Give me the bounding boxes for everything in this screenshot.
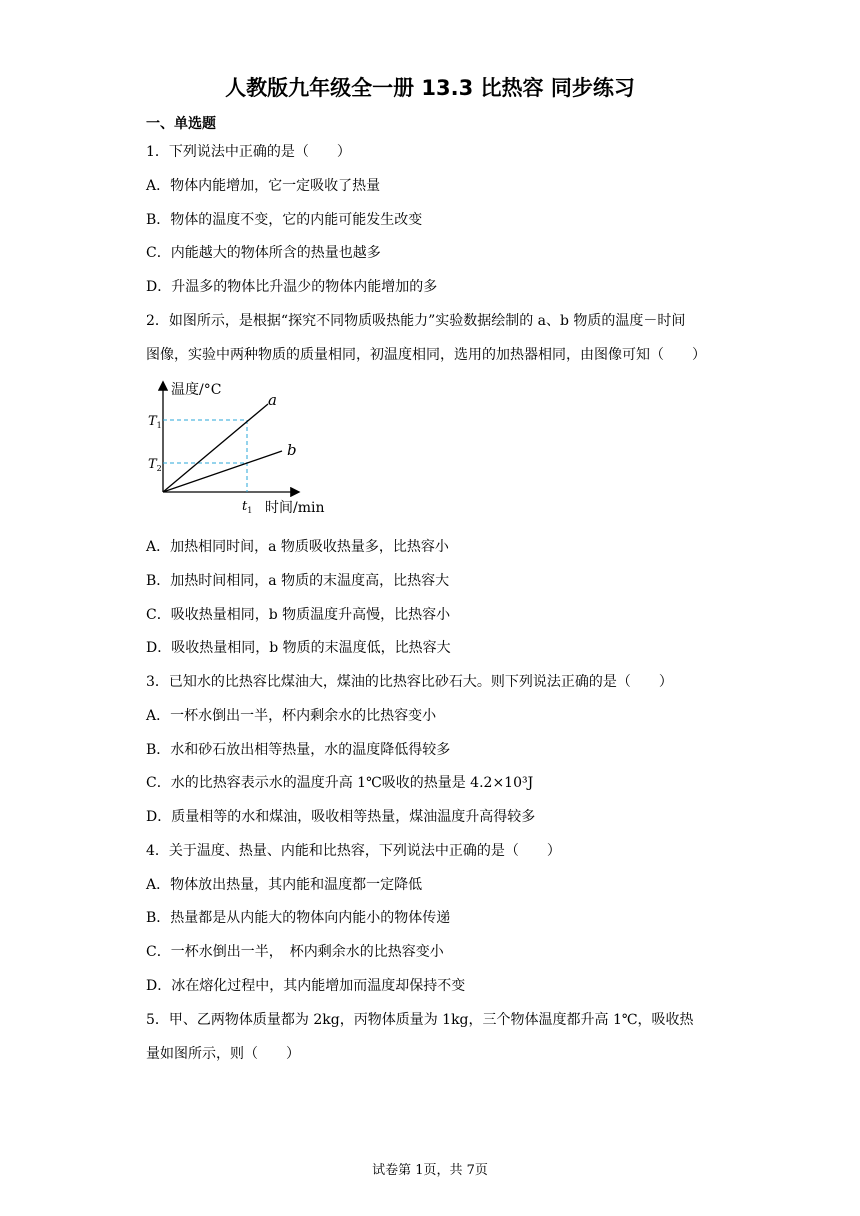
question-4-option-a: A．物体放出热量，其内能和温度都一定降低 — [146, 877, 423, 893]
t1-label: $t_1$ — [242, 499, 253, 515]
T1-label: $T_1$ — [148, 414, 162, 430]
question-3-option-d: D．质量相等的水和煤油，吸收相等热量，煤油温度升高得较多 — [146, 809, 536, 825]
question-4-option-d: D．冰在熔化过程中，其内能增加而温度却保持不变 — [146, 978, 466, 994]
question-5-stem-line-2: 量如图所示，则（ ） — [146, 1046, 300, 1062]
temperature-time-graph — [146, 374, 336, 520]
question-1-option-c: C．内能越大的物体所含的热量也越多 — [146, 245, 381, 261]
question-3-option-b: B．水和砂石放出相等热量，水的温度降低得较多 — [146, 742, 451, 758]
question-3-stem: 3．已知水的比热容比煤油大，煤油的比热容比砂石大。则下列说法正确的是（ ） — [146, 674, 673, 690]
page-title: 人教版九年级全一册 13.3 比热容 同步练习 — [225, 76, 635, 100]
line-b-label: b — [287, 441, 297, 459]
question-2-option-a: A．加热相同时间，a 物质吸收热量多，比热容小 — [146, 539, 449, 555]
question-4-stem: 4．关于温度、热量、内能和比热容，下列说法中正确的是（ ） — [146, 843, 561, 859]
page-footer: 试卷第 1页，共 7页 — [372, 1163, 488, 1178]
question-1-stem: 1．下列说法中正确的是（ ） — [146, 144, 351, 160]
line-b — [163, 451, 282, 492]
question-4-option-c: C．一杯水倒出一半， 杯内剩余水的比热容变小 — [146, 944, 444, 960]
question-3-option-c: C．水的比热容表示水的温度升高 1℃吸收的热量是 4.2×10³J — [146, 775, 534, 791]
T2-label: $T_2$ — [148, 457, 162, 473]
section-heading: 一、单选题 — [146, 116, 216, 132]
line-a — [163, 404, 268, 492]
question-1-option-a: A．物体内能增加，它一定吸收了热量 — [146, 178, 381, 194]
question-1-option-d: D．升温多的物体比升温少的物体内能增加的多 — [146, 279, 438, 295]
question-2-option-c: C．吸收热量相同，b 物质温度升高慢，比热容小 — [146, 607, 451, 623]
x-axis-label: 时间/min — [265, 500, 325, 516]
question-2-stem-line-1: 2．如图所示，是根据“探究不同物质吸热能力”实验数据绘制的 a、b 物质的温度－时间 — [146, 313, 686, 329]
line-a-label: a — [268, 391, 277, 409]
question-2-option-d: D．吸收热量相同，b 物质的末温度低，比热容大 — [146, 640, 451, 656]
question-4-option-b: B．热量都是从内能大的物体向内能小的物体传递 — [146, 910, 451, 926]
y-axis-label: 温度/°C — [171, 382, 222, 398]
question-2-option-b: B．加热时间相同，a 物质的末温度高，比热容大 — [146, 573, 450, 589]
question-3-option-a: A．一杯水倒出一半，杯内剩余水的比热容变小 — [146, 708, 437, 724]
question-2-stem-line-2: 图像，实验中两种物质的质量相同，初温度相同，选用的加热器相同，由图像可知（ ） — [146, 347, 706, 363]
question-5-stem-line-1: 5．甲、乙两物体质量都为 2kg，丙物体质量为 1kg，三个物体温度都升高 1℃，吸收热 — [146, 1012, 694, 1028]
question-1-option-b: B．物体的温度不变，它的内能可能发生改变 — [146, 212, 423, 228]
